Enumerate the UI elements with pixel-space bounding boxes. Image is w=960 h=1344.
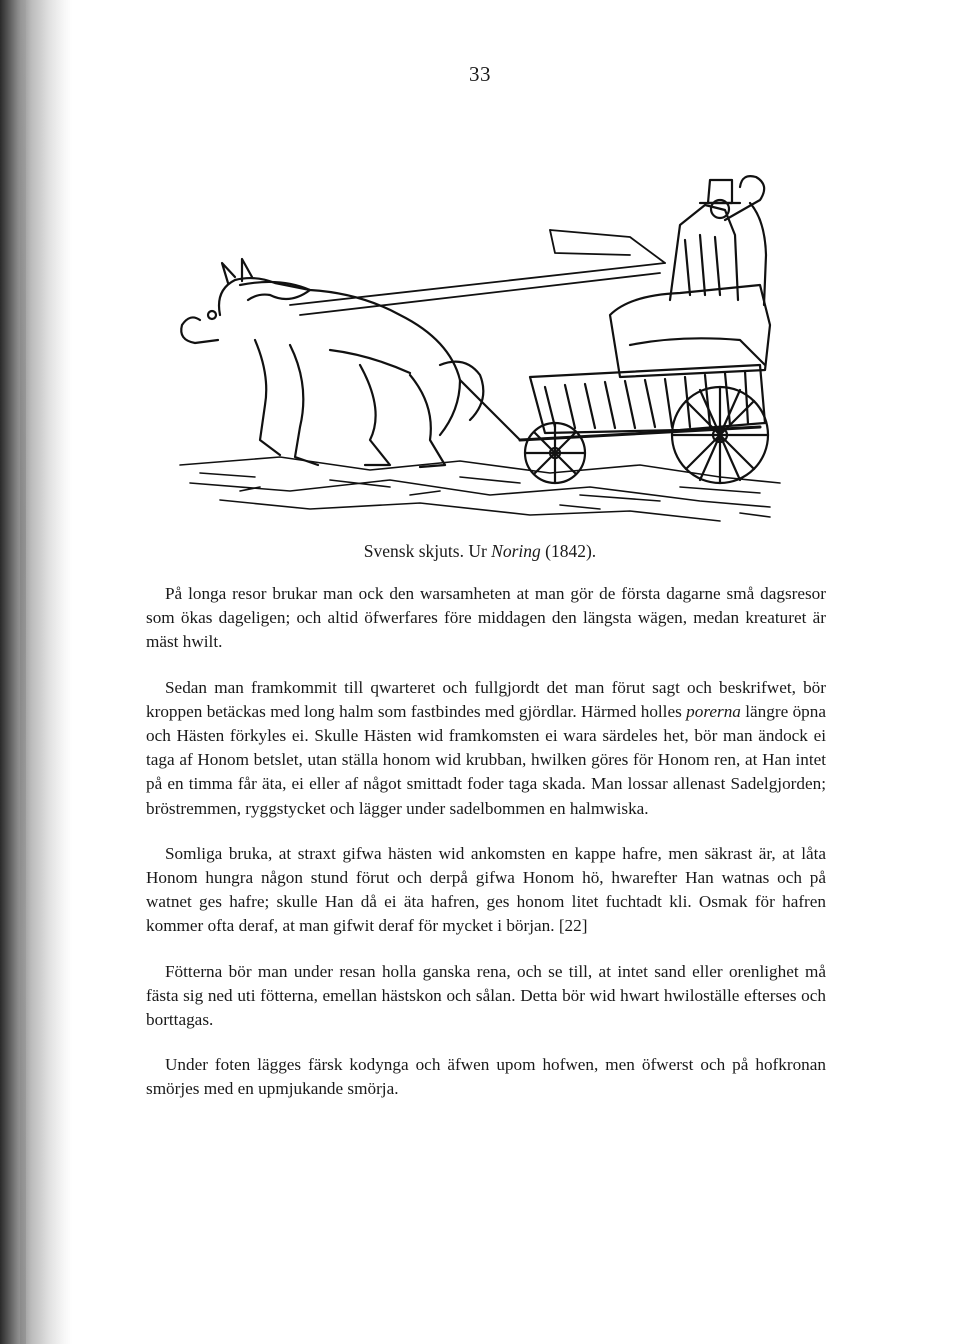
carriage-wheels (525, 387, 768, 483)
horse (181, 259, 520, 467)
paragraph-4: Fötterna bör man under resan holla ganska rena, och se till, at intet sand eller orenlighet må fästa sig ned uti fötterna, emellan hästskon och sålan. Detta bör wid hwart hwiloställe efterses och borttagas. (146, 961, 826, 1030)
reins-and-whip (290, 230, 665, 315)
caption-suffix: (1842). (540, 541, 597, 561)
figure-caption (0, 541, 960, 562)
paragraph-3: Somliga bruka, at straxt gifwa hästen wid ankomsten en kappe hafre, men säkrast är, at låta Honom hungra någon stund förut och derpå gifwa Honom hö, hwarefter Han watnas och på watnet ges hafre; skulle Han då ei äta hafren, ges honom litet fuchtadt kli. Osmak för hafren kommer ofta deraf, at man gifwit deraf för mycket i början. [22] (146, 843, 826, 936)
paragraph-2-emphasis: porerna (686, 701, 741, 721)
paragraph-2 (146, 676, 826, 821)
page-number: 33 (469, 62, 491, 86)
paragraph-2-before: Sedan man framkommit till qwarteret och fullgjordt det man förut sagt och beskrifwet, bör kroppen betäckas med long halm som fastbindes med gjördlar. Härmed holles (146, 677, 826, 721)
caption-source-title: Noring (491, 541, 541, 561)
paragraph-2-after: längre öpna och Hästen förkyles ei. Skulle Hästen wid framkomsten ei wara särdeles het, bör man ändock ei taga af Honom betslet, utan ställa honom wid krubban, hwilken göres för Honom ren, at Han intet på en timma får äta, ei eller af något smittadt foder taga skada. Man lossar allenast Sadelgjorden; bröstremmen, ryggstycket och lägger under sadelbommen en halmwiska. (146, 701, 826, 818)
book-gutter-shadow (0, 0, 72, 1344)
paragraph-5: Under foten lägges färsk kodynga och äfwen upom hofwen, men öfwerst och på hofkronan smörjes med en upmjukande smörja. (146, 1055, 826, 1099)
body-text (146, 582, 826, 1123)
horse-carriage-illustration (160, 165, 790, 535)
caption-prefix: Svensk skjuts. Ur (363, 541, 492, 561)
paragraph-1: På longa resor brukar man ock den warsamheten at man gör de första dagarne små dagsresor som ökas dageligen; och altid öfwerfares före middagen den längsta wägen, medan kreaturet är mäst hwilt. (146, 584, 826, 652)
ground-strokes (180, 457, 780, 521)
